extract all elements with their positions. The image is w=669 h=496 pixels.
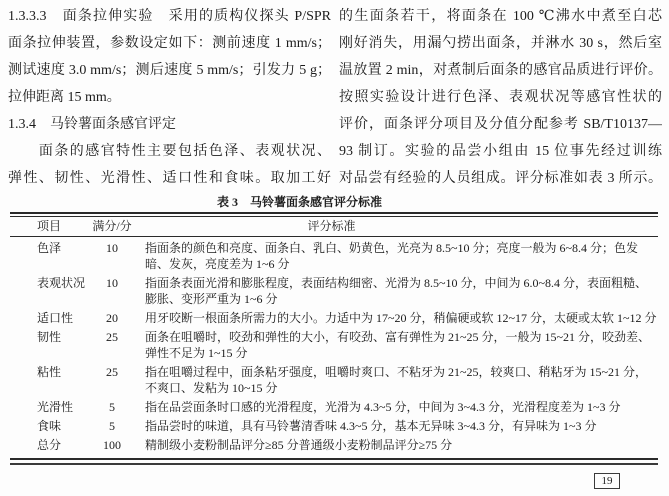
col-score: 10 [106,276,118,290]
col-score: 20 [106,311,118,325]
table-row [10,398,658,417]
table-row [10,436,658,455]
text-line: 评价，面条评分项目及分值分配参考 SB/T10137— [339,117,662,132]
text-line: 拉伸距离 15 mm。 [8,90,121,105]
text-line: 面条的感官特性主要包括色泽、表观状况、 [8,144,331,159]
table-row [10,239,658,274]
header-criteria: 评分标准 [307,219,356,233]
col-score: 5 [109,400,115,414]
text-line: 弹性、韧性、光滑性、适口性和食味。取加工好 [8,171,331,186]
text-line: 温放置 2 min，对煮制后面条的感官品质进行评价。 [339,63,662,78]
text-line: 按照实验设计进行色泽、表观状况等感官性状的 [339,90,662,105]
table-body [10,237,658,460]
table-caption: 表 3 马铃薯面条感官评分标准 [216,195,382,209]
col-criteria: 面条在咀嚼时，咬劲和弹性的大小，有咬劲、富有弹性为 21~25 分，一般为 15~21 分，咬劲差、弹性不足为 1~15 分 [145,330,650,360]
text-line: 测试速度 3.0 mm/s；测后速度 5 mm/s；引发力 5 g； [8,63,331,78]
section-heading: 1.3.4 马铃薯面条感官评定 [8,117,176,132]
footer-rule [10,463,658,465]
col-criteria: 精制级小麦粉制品评分≥85 分普通级小麦粉制品评分≥75 分 [145,438,453,452]
header-score: 满分/分 [92,219,132,233]
col-criteria: 指面条表面光滑和膨胀程度，表面结构细密、光滑为 8.5~10 分，中间为 6.0~8.4 分，表面粗糙、膨胀、变形严重为 1~6 分 [145,276,647,306]
col-item: 色泽 [37,241,62,255]
page-number: 19 [594,473,620,489]
col-criteria: 指在品尝面条时口感的光滑程度，光滑为 4.3~5 分，中间为 3~4.3 分，光滑程度差为 1~3 分 [145,400,621,414]
text-line: 1.3.3.3 面条拉伸实验 采用的质构仪探头 P/SPR [8,9,331,24]
col-criteria: 指在咀嚼过程中，面条粘牙强度，咀嚼时爽口、不粘牙为 21~25，较爽口、稍粘牙为 15~21 分，不爽口、发粘为 10~15 分 [145,365,647,395]
table-row [10,274,658,309]
table-row [10,328,658,363]
right-column [339,3,662,192]
text-line: 面条拉伸装置，参数设定如下：测前速度 1 mm/s； [8,36,331,51]
table-header-row [10,217,658,237]
table-row [10,417,658,436]
col-criteria: 指品尝时的味道，具有马铃薯清香味 4.3~5 分，基本无异味 3~4.3 分，有异味为 1~3 分 [145,419,597,433]
col-score: 25 [106,365,118,379]
col-item: 韧性 [37,330,62,344]
col-criteria: 指面条的颜色和亮度、面条白、乳白、奶黄色，光亮为 8.5~10 分；亮度一般为 6~8.4 分；色发暗、发灰，亮度差为 1~6 分 [145,241,638,271]
table-row [10,309,658,328]
text-line: 93 制订。实验的品尝小组由 15 位事先经过训练 [339,144,662,159]
col-score: 100 [103,438,121,452]
sensory-score-table [10,212,658,460]
table-row [10,363,658,398]
text-line: 的生面条若干，将面条在 100 ℃沸水中煮至白芯 [339,9,662,24]
body-text [8,3,662,192]
text-line: 刚好消失，用漏勺捞出面条，并淋水 30 s，然后室 [339,36,662,51]
text-line: 对品尝有经验的人员组成。评分标准如表 3 所示。 [339,171,662,186]
col-item: 粘性 [37,365,62,379]
col-score: 25 [106,330,118,344]
header-item: 项目 [37,219,62,233]
col-criteria: 用牙咬断一根面条所需力的大小。力适中为 17~20 分，稍偏硬或软 12~17 分，太硬或太软 1~12 分 [145,311,657,325]
col-item: 表观状况 [37,276,86,290]
col-item: 光滑性 [37,400,74,414]
col-score: 10 [106,241,118,255]
left-column [8,3,331,192]
col-item: 食味 [37,419,62,433]
col-item: 总分 [37,438,62,452]
col-score: 5 [109,419,115,433]
col-item: 适口性 [37,311,74,325]
